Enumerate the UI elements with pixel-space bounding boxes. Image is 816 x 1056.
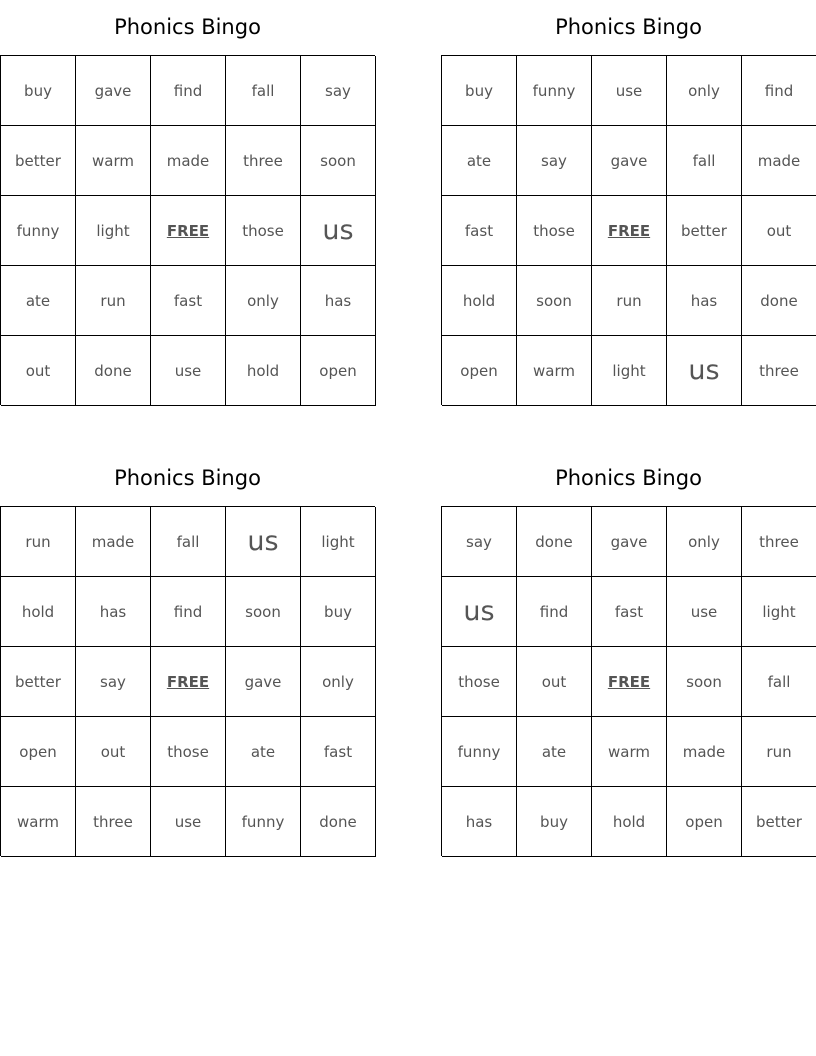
bingo-cell: fall: [151, 507, 226, 577]
bingo-cell: funny: [1, 196, 76, 266]
bingo-cell: three: [226, 126, 301, 196]
bingo-cell: made: [667, 717, 742, 787]
bingo-cell: done: [301, 787, 376, 857]
bingo-cell: run: [592, 266, 667, 336]
bingo-cell: gave: [592, 126, 667, 196]
card-title: Phonics Bingo: [114, 15, 261, 39]
bingo-card-2: [441, 0, 816, 405]
card-title: Phonics Bingo: [555, 466, 702, 490]
bingo-cell: better: [667, 196, 742, 266]
bingo-cell: light: [742, 577, 816, 647]
bingo-cell: only: [667, 56, 742, 126]
bingo-cell: run: [1, 507, 76, 577]
bingo-cell: say: [301, 56, 376, 126]
bingo-cell: out: [1, 336, 76, 406]
bingo-grid: [441, 55, 816, 405]
bingo-cell: open: [1, 717, 76, 787]
bingo-cell: buy: [1, 56, 76, 126]
bingo-cell: buy: [442, 56, 517, 126]
bingo-cell: light: [301, 507, 376, 577]
bingo-cell: three: [742, 507, 816, 577]
bingo-cell: has: [301, 266, 376, 336]
bingo-cell: made: [742, 126, 816, 196]
bingo-cell: use: [151, 787, 226, 857]
bingo-cell: ate: [1, 266, 76, 336]
bingo-grid: [0, 55, 375, 405]
bingo-cell: open: [442, 336, 517, 406]
bingo-cell: has: [667, 266, 742, 336]
bingo-cell: run: [76, 266, 151, 336]
bingo-cell: soon: [667, 647, 742, 717]
bingo-cell: buy: [301, 577, 376, 647]
bingo-cell: better: [742, 787, 816, 857]
free-space: FREE: [151, 196, 226, 266]
bingo-cell: three: [742, 336, 816, 406]
bingo-cell: say: [76, 647, 151, 717]
bingo-cell: only: [301, 647, 376, 717]
bingo-cell: fall: [667, 126, 742, 196]
bingo-cell: ate: [442, 126, 517, 196]
bingo-cell: out: [742, 196, 816, 266]
free-space: FREE: [151, 647, 226, 717]
bingo-cell: us: [442, 577, 517, 647]
bingo-cell: fast: [301, 717, 376, 787]
bingo-cell: use: [667, 577, 742, 647]
bingo-grid: [441, 506, 816, 856]
bingo-cell: run: [742, 717, 816, 787]
bingo-cell: done: [742, 266, 816, 336]
bingo-cell: better: [1, 126, 76, 196]
bingo-card-3: [0, 451, 375, 856]
free-space: FREE: [592, 196, 667, 266]
card-title: Phonics Bingo: [114, 466, 261, 490]
card-title: Phonics Bingo: [555, 15, 702, 39]
bingo-cell: use: [151, 336, 226, 406]
bingo-cell: out: [76, 717, 151, 787]
bingo-cell: those: [517, 196, 592, 266]
bingo-cell: hold: [592, 787, 667, 857]
bingo-cell: only: [226, 266, 301, 336]
bingo-cell: done: [76, 336, 151, 406]
bingo-cell: fast: [592, 577, 667, 647]
bingo-cell: buy: [517, 787, 592, 857]
bingo-cell: find: [517, 577, 592, 647]
bingo-cell: say: [442, 507, 517, 577]
bingo-cell: warm: [517, 336, 592, 406]
bingo-cell: light: [76, 196, 151, 266]
bingo-cell: fall: [742, 647, 816, 717]
bingo-cell: gave: [76, 56, 151, 126]
bingo-cell: ate: [226, 717, 301, 787]
bingo-cell: hold: [1, 577, 76, 647]
bingo-cell: us: [667, 336, 742, 406]
bingo-cell: open: [667, 787, 742, 857]
bingo-cell: those: [151, 717, 226, 787]
bingo-cell: us: [226, 507, 301, 577]
bingo-cell: hold: [442, 266, 517, 336]
bingo-cell: us: [301, 196, 376, 266]
bingo-cell: three: [76, 787, 151, 857]
bingo-cell: hold: [226, 336, 301, 406]
bingo-cell: ate: [517, 717, 592, 787]
bingo-cell: open: [301, 336, 376, 406]
bingo-cell: done: [517, 507, 592, 577]
bingo-cell: soon: [301, 126, 376, 196]
bingo-cell: warm: [592, 717, 667, 787]
bingo-cell: say: [517, 126, 592, 196]
bingo-cell: funny: [226, 787, 301, 857]
bingo-cell: fast: [442, 196, 517, 266]
bingo-grid: [0, 506, 375, 856]
bingo-cell: light: [592, 336, 667, 406]
bingo-cell: those: [442, 647, 517, 717]
bingo-cell: use: [592, 56, 667, 126]
bingo-cell: fall: [226, 56, 301, 126]
bingo-cell: made: [76, 507, 151, 577]
bingo-cell: funny: [442, 717, 517, 787]
bingo-cell: gave: [592, 507, 667, 577]
bingo-cell: made: [151, 126, 226, 196]
bingo-cell: soon: [517, 266, 592, 336]
bingo-cell: out: [517, 647, 592, 717]
bingo-cell: find: [742, 56, 816, 126]
bingo-card-4: [441, 451, 816, 856]
bingo-cell: warm: [76, 126, 151, 196]
bingo-cell: find: [151, 56, 226, 126]
bingo-cell: those: [226, 196, 301, 266]
bingo-cell: gave: [226, 647, 301, 717]
bingo-cell: find: [151, 577, 226, 647]
bingo-cell: has: [442, 787, 517, 857]
bingo-cell: warm: [1, 787, 76, 857]
bingo-cell: only: [667, 507, 742, 577]
bingo-cell: soon: [226, 577, 301, 647]
bingo-cell: fast: [151, 266, 226, 336]
bingo-cell: better: [1, 647, 76, 717]
bingo-cell: funny: [517, 56, 592, 126]
bingo-card-1: [0, 0, 375, 405]
free-space: FREE: [592, 647, 667, 717]
bingo-cell: has: [76, 577, 151, 647]
